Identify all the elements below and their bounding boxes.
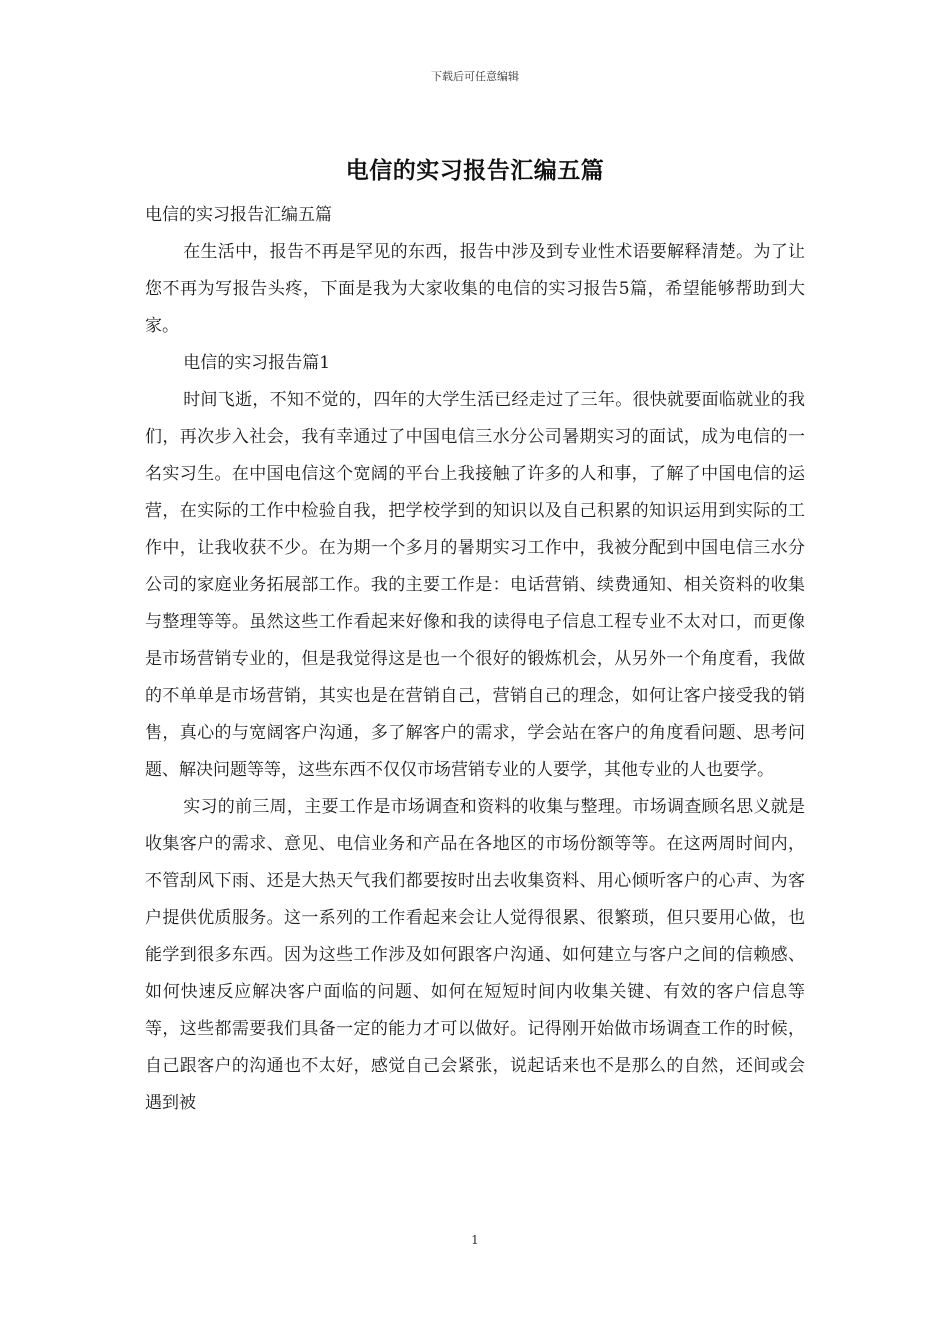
paragraph: 实习的前三周，主要工作是市场调查和资料的收集与整理。市场调查顾名思义就是收集客户的需求、意见、电信业务和产品在各地区的市场份额等等。在这两周时间内，不管刮风下雨、还是大热天气我们都要按时出去收集资料、用心倾听客户的心声、为客户提供优质服务。这一系列的工作看起来会让人觉得很累、很繁琐，但只要用心做，也能学到很多东西。因为这些工作涉及如何跟客户沟通、如何建立与客户之间的信赖感、如何快速反应解决客户面临的问题、如何在短短时间内收集关键、有效的客户信息等等，这些都需要我们具备一定的能力才可以做好。记得刚开始做市场调查工作的时候，自己跟客户的沟通也不太好，感觉自己会紧张，说起话来也不是那么的自然，还间或会遇到被 (145, 797, 805, 1113)
section-heading: 电信的实习报告篇1 (183, 353, 331, 373)
document-body (145, 197, 805, 1122)
paragraph-intro: 在生活中，报告不再是罕见的东西，报告中涉及到专业性术语要解释清楚。为了让您不再为写报告头疼，下面是我为大家收集的电信的实习报告5篇，希望能够帮助到大家。 (145, 242, 805, 336)
document-title: 电信的实习报告汇编五篇 (345, 157, 605, 184)
paragraph: 时间飞逝，不知不觉的，四年的大学生活已经走过了三年。很快就要面临就业的我们，再次步入社会，我有幸通过了中国电信三水分公司暑期实习的面试，成为电信的一名实习生。在中国电信这个宽阔的平台上我接触了许多的人和事，了解了中国电信的运营，在实际的工作中检验自我，把学校学到的知识以及自己积累的知识运用到实际的工作中，让我收获不少。在为期一个多月的暑期实习工作中，我被分配到中国电信三水分公司的家庭业务拓展部工作。我的主要工作是：电话营销、续费通知、相关资料的收集与整理等等。虽然这些工作看起来好像和我的读得电子信息工程专业不太对口，而更像是市场营销专业的，但是我觉得这是也一个很好的锻炼机会，从另外一个角度看，我做的不单单是市场营销，其实也是在营销自己，营销自己的理念，如何让客户接受我的销售，真心的与宽阔客户沟通，多了解客户的需求，学会站在客户的角度看问题、思考问题、解决问题等等，这些东西不仅仅市场营销专业的人要学，其他专业的人也要学。 (145, 390, 805, 780)
page-number: 1 (471, 1233, 479, 1247)
paragraph-subtitle: 电信的实习报告汇编五篇 (145, 205, 332, 225)
page-header: 下载后可任意编辑 (431, 70, 519, 83)
